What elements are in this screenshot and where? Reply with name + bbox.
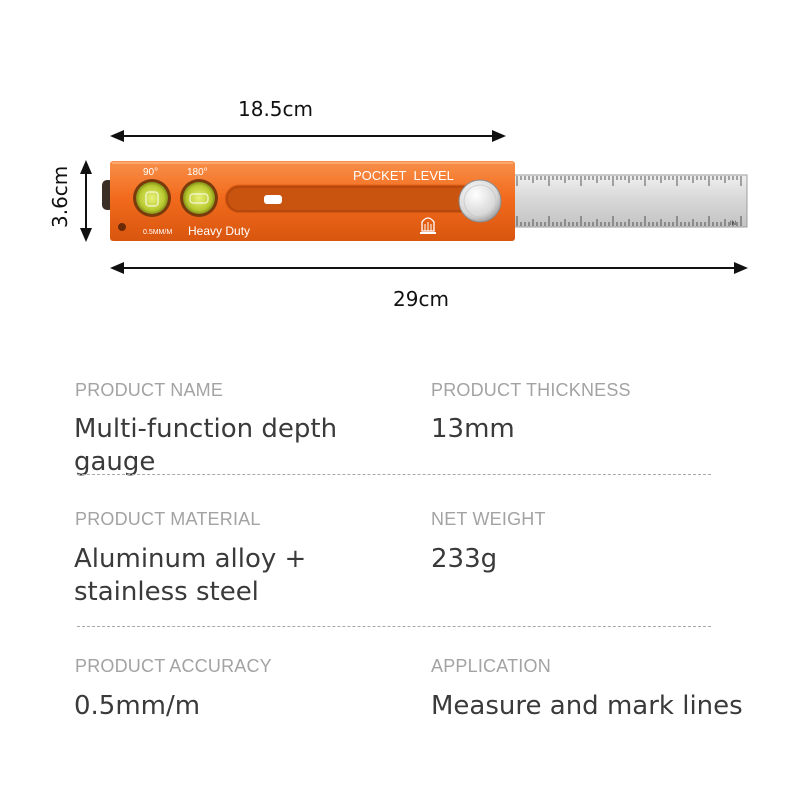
product-accuracy-value: 0.5mm/m xyxy=(74,691,201,721)
vial-180 xyxy=(180,179,218,217)
product-name-label: PRODUCT NAME xyxy=(75,380,224,400)
net-weight-label: NET WEIGHT xyxy=(431,509,546,529)
ruler-unit-label: IN xyxy=(730,221,736,227)
screw-hole xyxy=(118,223,126,231)
product-thickness-label: PRODUCT THICKNESS xyxy=(431,380,631,400)
total-length-label: 29cm xyxy=(393,287,449,311)
body-length-arrow xyxy=(108,126,508,146)
product-material-value: Aluminum alloy + stainless steel xyxy=(74,544,307,607)
steel-ruler xyxy=(505,175,747,227)
pocket-level-tool xyxy=(100,155,750,245)
height-label: 3.6cm xyxy=(48,165,72,228)
height-arrow xyxy=(76,158,96,244)
lock-knob xyxy=(459,180,501,222)
product-material-label: PRODUCT MATERIAL xyxy=(75,509,261,529)
pocket-level-title: POCKET LEVEL xyxy=(353,168,454,183)
heavy-duty-label: Heavy Duty xyxy=(188,224,251,238)
product-name-value: Multi-function depth gauge xyxy=(74,414,338,477)
body-length-label: 18.5cm xyxy=(238,97,314,121)
slot-pin xyxy=(264,195,282,204)
accuracy-mark: 0.5MM/M xyxy=(143,229,173,236)
divider-2 xyxy=(77,626,711,627)
total-length-arrow xyxy=(108,258,750,278)
vial-90-label: 90° xyxy=(143,167,159,178)
vial-90 xyxy=(133,179,171,217)
application-label: APPLICATION xyxy=(431,656,551,676)
product-accuracy-label: PRODUCT ACCURACY xyxy=(75,656,272,676)
divider-1 xyxy=(77,474,711,475)
application-value: Measure and mark lines xyxy=(431,691,743,721)
product-thickness-value: 13mm xyxy=(431,414,515,444)
net-weight-value: 233g xyxy=(431,544,498,574)
vial-180-label: 180° xyxy=(187,167,208,178)
